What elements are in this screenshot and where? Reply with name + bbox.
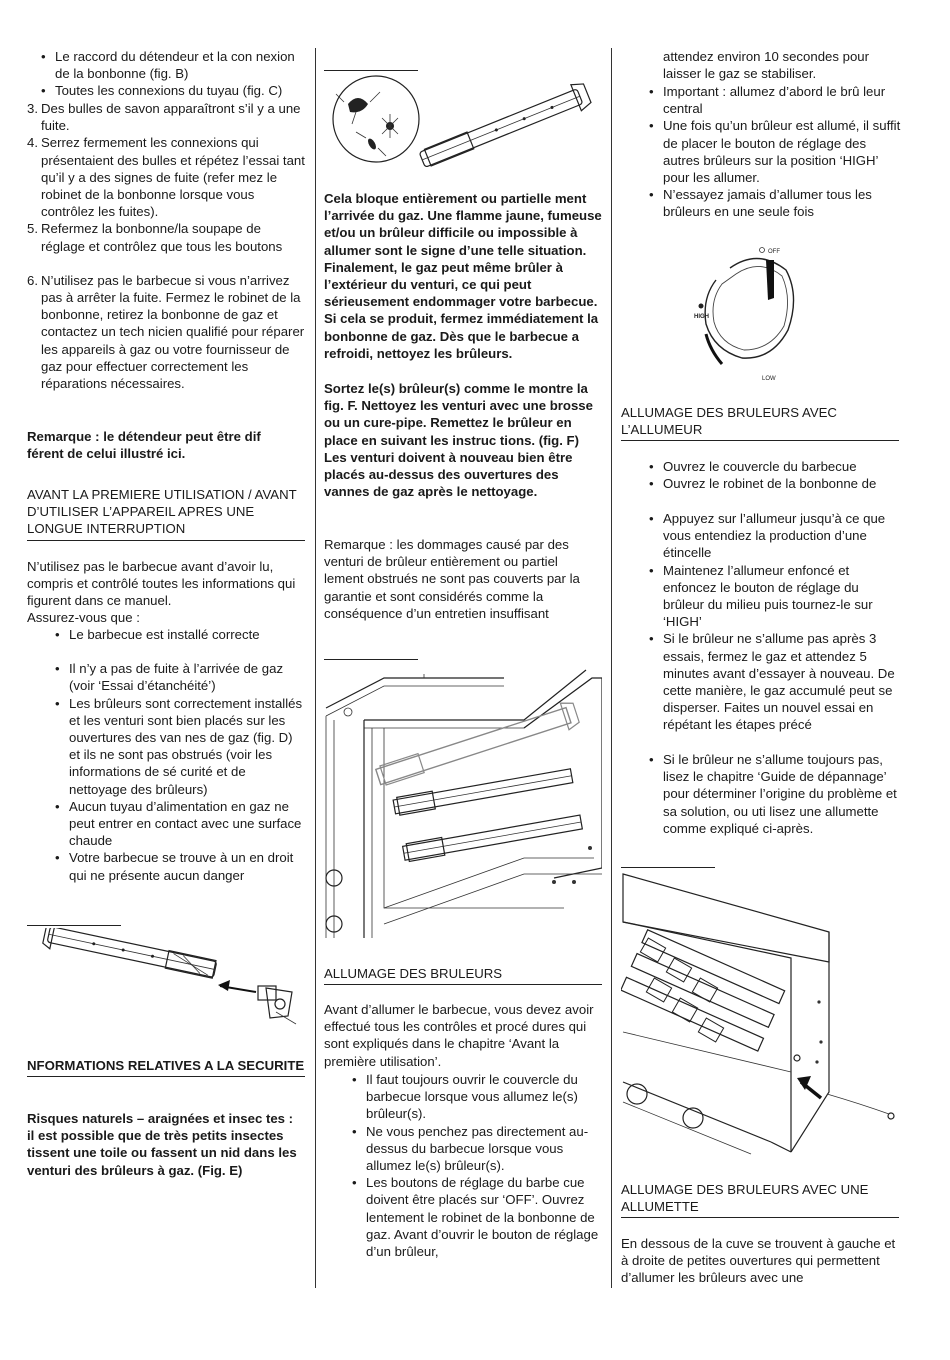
warranty-remark: Remarque : les dommages causé par des venturi de brûleur entièrement ou partiel lement obstrués ne sont pas couverts par la garantie et sont considérés comme la conséquence d’un entretien insuffisant	[324, 537, 580, 621]
igniter-bullets-c	[649, 751, 901, 837]
burner-venturi-figure	[30, 928, 298, 1028]
first-use-intro: N’utilisez pas le barbecue avant d’avoir lu, compris et contrôlé toutes les informations qui figurent dans ce manuel.	[27, 559, 296, 609]
list-item: • Le raccord du détendeur et la con nexion de la bonbonne (fig. B)	[41, 48, 303, 82]
burner-removal-figure	[324, 668, 602, 940]
list-item: • Votre barbecue se trouve à un en droit qui ne présente aucun danger	[55, 849, 307, 883]
knob-high-label: HIGH	[694, 314, 709, 320]
heading-ignition: ALLUMAGE DES BRULEURS	[324, 965, 602, 985]
list-item: • Ouvrez le robinet de la bonbonne de	[649, 475, 901, 492]
heading-match: ALLUMAGE DES BRULEURS AVEC UNE ALLUMETTE	[621, 1181, 899, 1218]
figure-rule-f	[324, 659, 418, 660]
control-knob-figure	[688, 238, 808, 388]
regulator-remark: Remarque : le détendeur peut être dif férent de celui illustré ici.	[27, 429, 261, 462]
figure-rule-e	[324, 70, 418, 71]
cleaning-instructions: Sortez le(s) brûleur(s) comme le montre la fig. F. Nettoyez les venturi avec une brosse ou un cure-pipe. Remettez le brûleur en place en suivant les instruc tions. (fig. F) Les venturi doivent à nouveau bien être placés au-dessus des ouvertures des vannes de gaz après le nettoyage.	[324, 381, 593, 500]
first-use-checks	[55, 626, 307, 884]
knob-off-label: OFF	[768, 249, 780, 255]
figure-rule-d	[27, 925, 121, 926]
column-divider-left	[315, 48, 316, 1288]
list-item: 6. N’utilisez pas le barbecue si vous n’arrivez pas à arrêter la fuite. Fermez le robinet de la bonbonne, retirez la bonbonne de gaz et contactez un tech nicien qualifié pour réparer les appareils à gaz ou votre fournisseur de gaz pour effectuer correctement les réparations nécessaires.	[27, 272, 305, 392]
leak-steps-list	[27, 100, 305, 392]
heading-safety: NFORMATIONS RELATIVES A LA SECURITE	[27, 1057, 305, 1077]
insects-warning: Risques naturels – araignées et insec tes : il est possible que de très petits insectes tissent une toile ou fassent un nid dans les venturi des brûleurs à gaz. (Fig. E)	[27, 1111, 297, 1178]
blockage-warning: Cela bloque entièrement ou partielle ment l’arrivée du gaz. Une flamme jaune, fumeuse et/ou un brûleur difficile ou impossible à allumer sont le signe d’une telle situation. Finalement, le gaz peut même brûler à l’extérieur du venturi, ce qui peut sérieusement endommager votre barbecue. Si cela se produit, fermez immédiatement la bonbonne de gaz. Dès que le barbecue a refroidi, nettoyez les brûleurs.	[324, 191, 602, 361]
figure-rule-g	[621, 867, 715, 868]
list-item: • Les brûleurs sont correctement installés et les venturi sont bien placés sur les ouvertures des van nes de gaz (fig. D) et ils ne sont pas obstrués (voir les informations de sé curité et de nettoyage des brûleurs)	[55, 695, 307, 798]
leak-check-bullets	[41, 48, 303, 100]
list-item: • Toutes les connexions du tuyau (fig. C)	[41, 82, 303, 99]
knob-low-label: LOW	[762, 376, 776, 382]
ignition-intro: Avant d’allumer le barbecue, vous devez avoir effectué tous les contrôles et procé dures qui sont expliqués dans le chapitre ‘Avant la première utilisation’.	[324, 1002, 594, 1069]
ignition-bullets	[352, 1071, 606, 1260]
spider-venturi-figure	[326, 74, 602, 184]
list-item: • Appuyez sur l’allumeur jusqu’à ce que vous entendiez la production d’une étincelle	[649, 510, 901, 562]
ignition-tips	[649, 83, 901, 221]
list-item: • Il n’y a pas de fuite à l’arrivée de gaz (voir ‘Essai d’étanchéité’)	[55, 660, 307, 694]
list-item: 5. Refermez la bonbonne/la soupape de réglage et contrôlez que tous les boutons	[27, 221, 283, 254]
list-item: • Ne vous penchez pas directement au-dessus du barbecue lorsque vous allumez le(s) brûleur(s).	[352, 1123, 606, 1175]
list-item: • Ouvrez le couvercle du barbecue	[649, 458, 901, 475]
match-lighting-figure	[621, 872, 901, 1160]
list-item: • Le barbecue est installé correcte	[55, 626, 307, 643]
list-item: • Si le brûleur ne s’allume pas après 3 essais, fermez le gaz et attendez 5 minutes avant d’essayer à nouveau. De cette manière, le gaz accumulé peut se disperser. Faites un nouvel essai en répétant les étapes précé	[649, 630, 901, 733]
heading-first-use: AVANT LA PREMIERE UTILISATION / AVANT D’UTILISER L’APPAREIL APRES UNE LONGUE INTERRUPTION	[27, 486, 305, 541]
assurez-label: Assurez-vous que :	[27, 610, 140, 625]
list-item: • Une fois qu’un brûleur est allumé, il suffit de placer le bouton de réglage des autres brûleurs sur la position ‘HIGH’ pour les allumer.	[649, 117, 901, 186]
list-item: • Il faut toujours ouvrir le couvercle du barbecue lorsque vous allumez le(s) brûleur(s).	[352, 1071, 606, 1123]
igniter-bullets-a	[649, 458, 901, 492]
list-item: • Si le brûleur ne s’allume toujours pas, lisez le chapitre ‘Guide de dépannage’ pour déterminer l’origine du problème et sa solution, ou uti lisez une allumette comme expliqué ci-après.	[649, 751, 901, 837]
column-divider-right	[611, 48, 612, 1288]
wait-instruction: attendez environ 10 secondes pour laisser le gaz se stabiliser.	[663, 49, 870, 82]
list-item: • Maintenez l’allumeur enfoncé et enfoncez le bouton de réglage du brûleur du milieu puis tournez-le sur ‘HIGH’	[649, 562, 901, 631]
list-item: • Important : allumez d’abord le brû leur central	[649, 83, 901, 117]
list-item: 4. Serrez fermement les connexions qui présentaient des bulles et répétez l’essai tant qu’il y a des signes de fuite (refer mez le robinet de la bonbonne lorsque vous contrôlez les fuites).	[27, 135, 305, 220]
list-item: • N’essayez jamais d’allumer tous les brûleurs en une seule fois	[649, 186, 901, 220]
igniter-bullets-b	[649, 510, 901, 734]
list-item: • Aucun tuyau d’alimentation en gaz ne peut entrer en contact avec une surface chaude	[55, 798, 307, 850]
match-intro: En dessous de la cuve se trouvent à gauche et à droite de petites ouvertures qui permettent d’allumer les brûleurs avec une	[621, 1236, 896, 1286]
list-item: • Les boutons de réglage du barbe cue doivent être placés sur ‘OFF’. Ouvrez lentement le robinet de la bonbonne de gaz. Avant d’ouvrir le bouton de réglage d’un brûleur,	[352, 1174, 606, 1260]
heading-igniter: ALLUMAGE DES BRULEURS AVEC L’ALLUMEUR	[621, 404, 899, 441]
list-item: 3. Des bulles de savon apparaîtront s’il y a une fuite.	[27, 101, 301, 134]
